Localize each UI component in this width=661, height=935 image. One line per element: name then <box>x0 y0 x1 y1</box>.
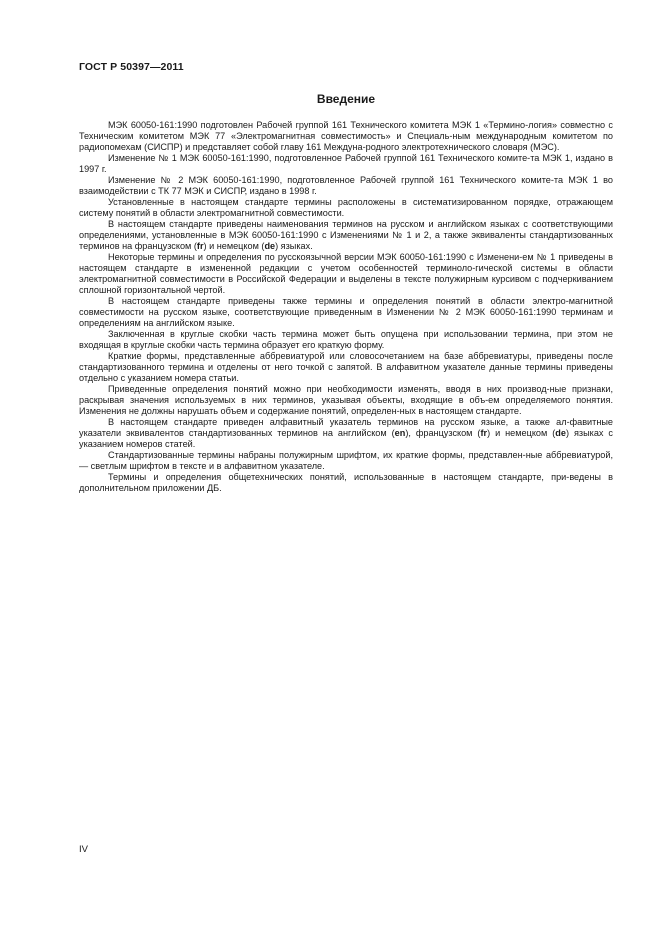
section-title: Введение <box>316 92 376 106</box>
standard-code-header: ГОСТ Р 50397—2011 <box>79 61 184 73</box>
paragraph: Установленные в настоящем стандарте термины расположены в систематизированном порядке, отражающем систему понятий в области электромагнитной совместимости. <box>79 197 613 218</box>
paragraph: В настоящем стандарте приведены также термины и определения понятий в области электро-магнитной совместимости на русском языке, соответствующие приведенным в Изменении № 2 МЭК 60050-161:1990 терминам и определениям на английском языке. <box>79 296 613 328</box>
paragraph: Изменение № 1 МЭК 60050-161:1990, подготовленное Рабочей группой 161 Технического комите-та МЭК 1, издано в 1997 г. <box>79 153 613 174</box>
paragraph: Изменение № 2 МЭК 60050-161:1990, подготовленное Рабочей группой 161 Технического комите-та МЭК 1 во взаимодействии с ТК 77 МЭК и СИСПР, издано в 1998 г. <box>79 175 613 196</box>
paragraph: Приведенные определения понятий можно при необходимости изменять, вводя в них производ-ные признаки, раскрывая значения используемых в них терминов, указывая объекты, входящие в объ-ем определяемого понятия. Изменения не должны нарушать объем и содержание понятий, определен-ных в настоящем стандарте. <box>79 384 613 416</box>
introduction-body <box>79 120 613 494</box>
paragraph: Стандартизованные термины набраны полужирным шрифтом, их краткие формы, представлен-ные аббревиатурой, — светлым шрифтом в тексте и в алфавитном указателе. <box>79 450 613 471</box>
paragraph: Некоторые термины и определения по русскоязычной версии МЭК 60050-161:1990 с Изменени-ем № 1 приведены в настоящем стандарте в измененной редакции с учетом особенностей терминоло-гической системы в области электромагнитной совместимости в Российской Федерации и выделены в тексте полужирным курсивом с подчеркиванием сплошной горизонтальной чертой. <box>79 252 613 295</box>
paragraph: Термины и определения общетехнических понятий, использованные в настоящем стандарте, при-ведены в дополнительном приложении ДБ. <box>79 472 613 493</box>
paragraph: Заключенная в круглые скобки часть термина может быть опущена при использовании термина, при этом не входящая в круглые скобки часть термина образует его краткую форму. <box>79 329 613 350</box>
paragraph: МЭК 60050-161:1990 подготовлен Рабочей группой 161 Технического комитета МЭК 1 «Термино-логия» совместно с Техническим комитетом МЭК 77 «Электромагнитная совместимость» и Специаль-ным международным комитетом по радиопомехам (СИСПР) и представляет собой главу 161 Междуна-родного электротехнического словаря (МЭС). <box>79 120 613 152</box>
paragraph: В настоящем стандарте приведены наименования терминов на русском и английском языках с соответствующими определениями, установленные в МЭК 60050-161:1990 с Изменениями № 1 и 2, а также эквиваленты стандартизованных терминов на французском (fr) и немецком (de) языках. <box>79 219 613 251</box>
paragraph: Краткие формы, представленные аббревиатурой или словосочетанием на базе аббревиатуры, приведены после стандартизованного термина и отделены от него точкой с запятой. В алфавитном указателе данные термины приведены отдельно с указанием номера статьи. <box>79 351 613 383</box>
page-number: IV <box>79 844 88 855</box>
paragraph: В настоящем стандарте приведен алфавитный указатель терминов на русском языке, а также ал-фавитные указатели эквивалентов стандартизованных терминов на английском (en), французском (fr) и немецком (de) языках с указанием номеров статей. <box>79 417 613 449</box>
